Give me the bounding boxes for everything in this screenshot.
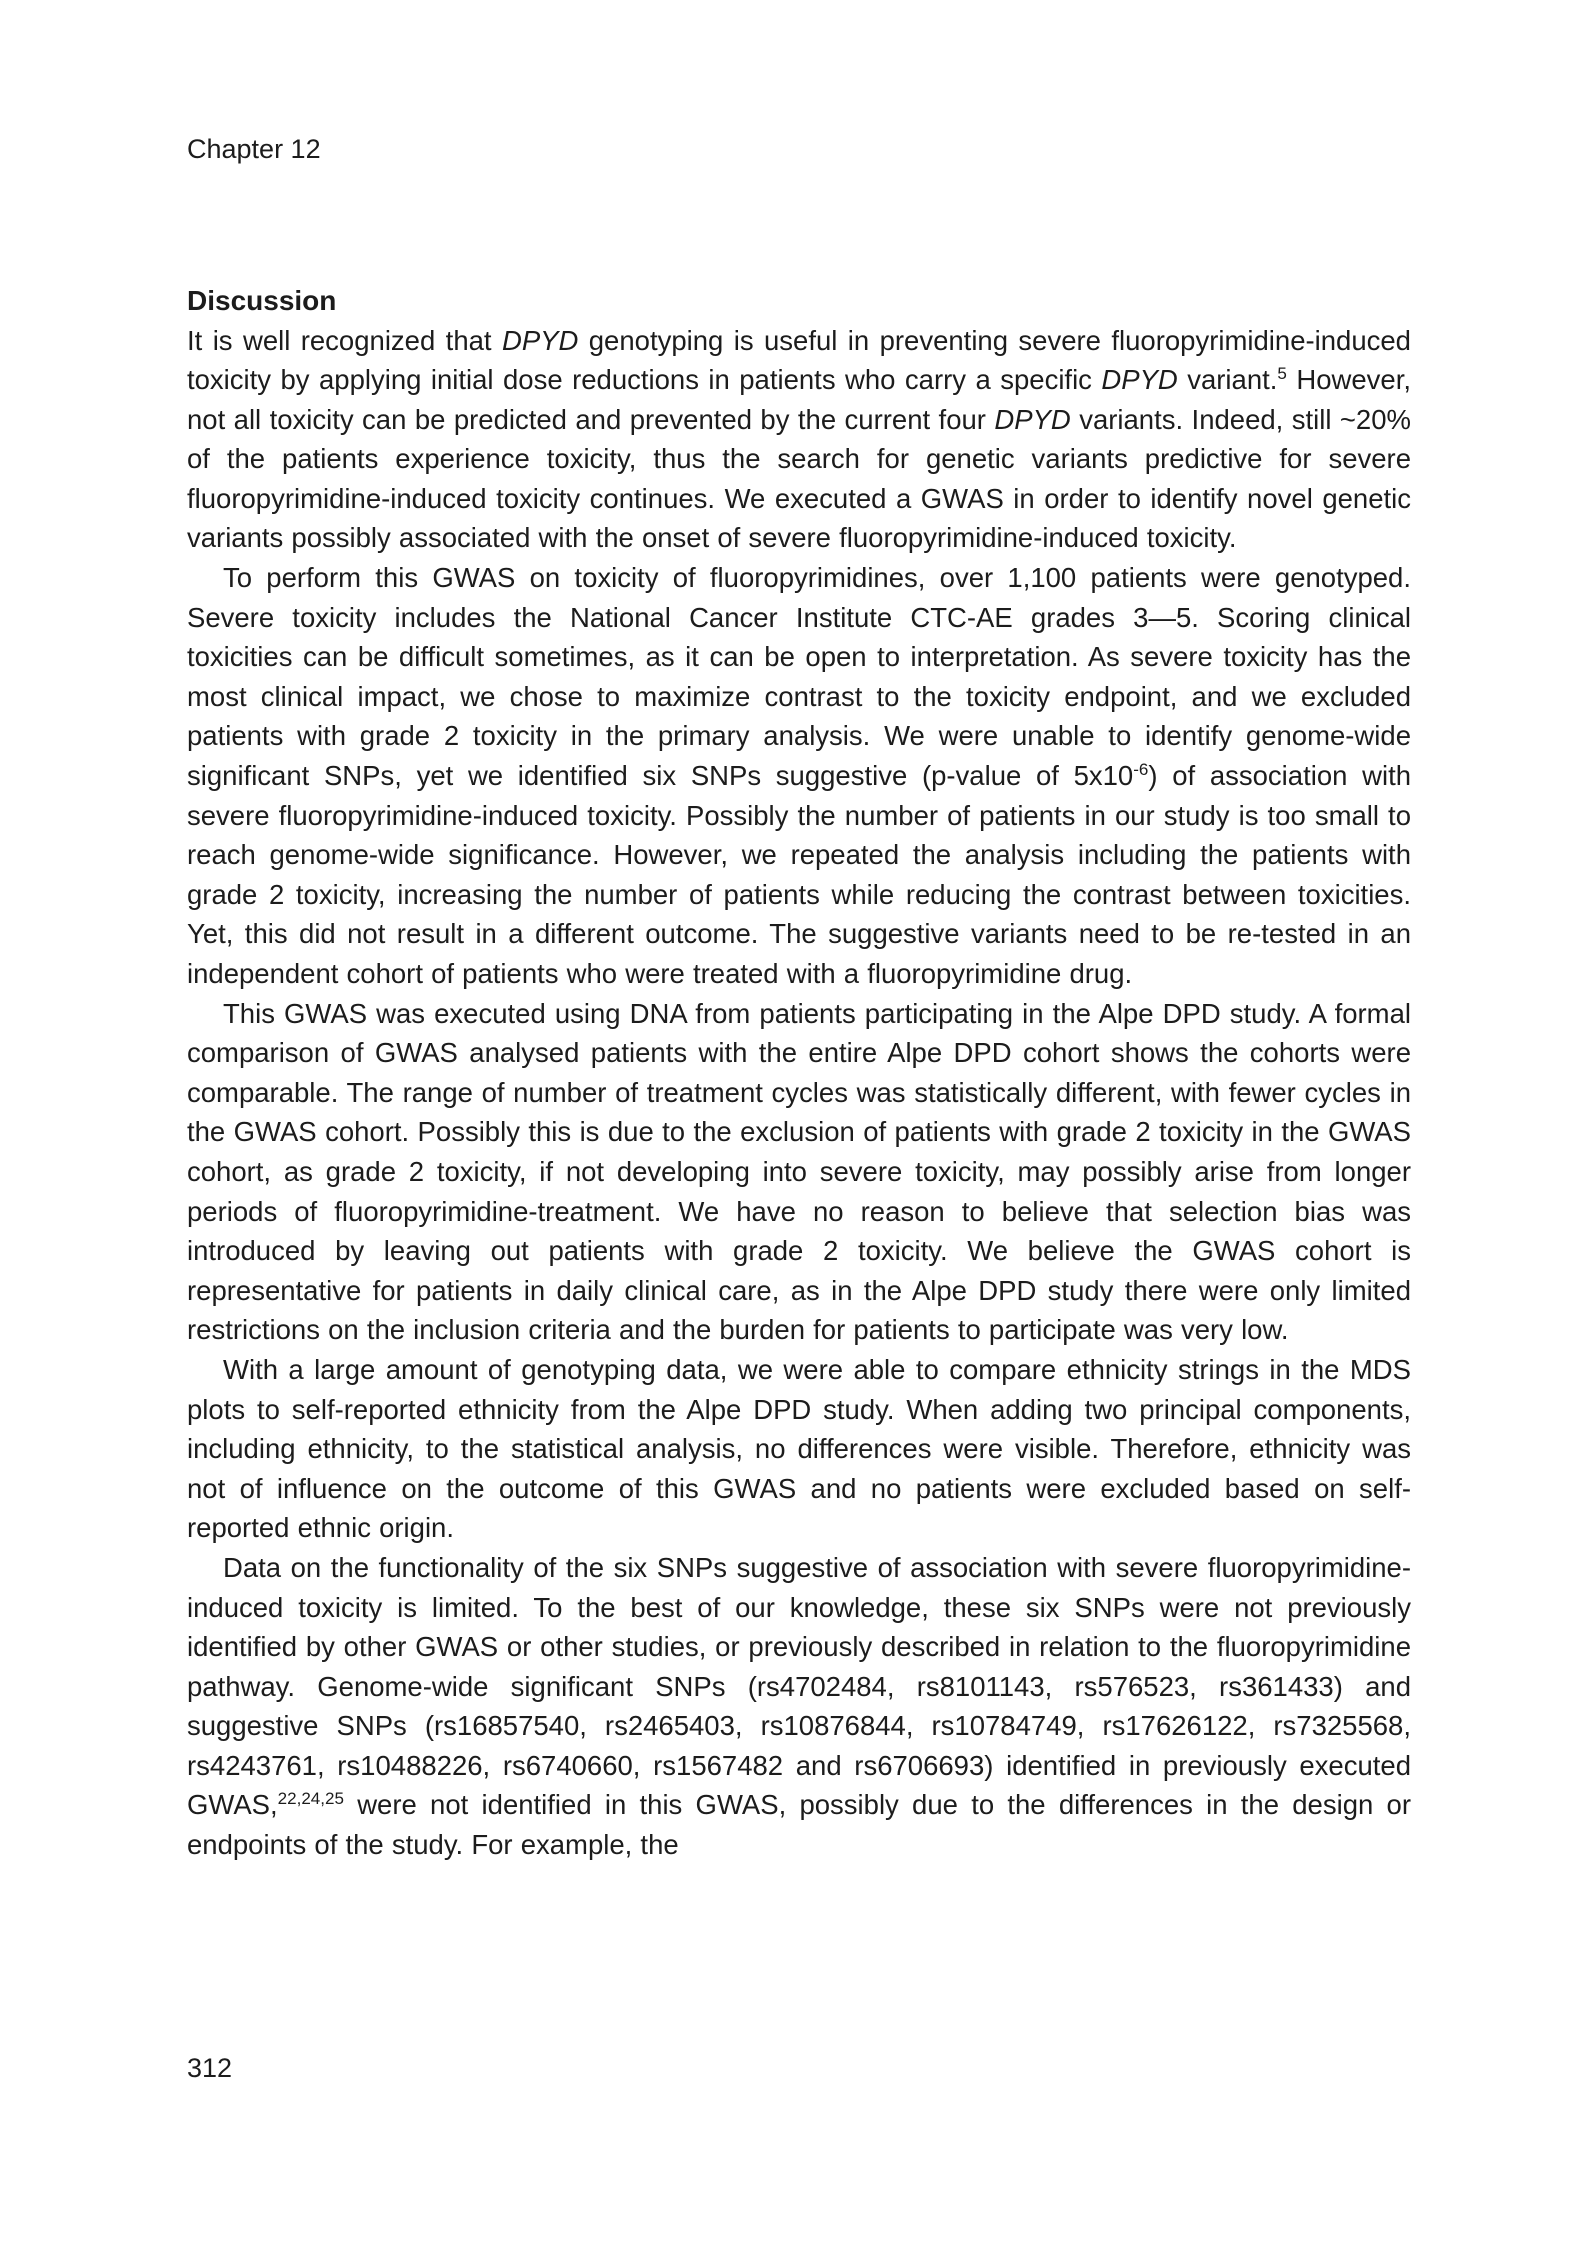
paragraph: It is well recognized that DPYD genotyping is useful in preventing severe fluoropyrimidine-induced toxicity by applying initial dose reductions in patients who carry a specific DPYD variant.$^5$ However, not all toxicity can be predicted and prevented by the current four DPYD variants. Indeed, still ~20% of the patients experience toxicity, thus the search for genetic variants predictive for severe fluoropyrimidine-induced toxicity continues. We executed a GWAS in order to identify novel genetic variants possibly associated with the onset of severe fluoropyrimidine-induced toxicity. [187,324,1411,554]
paragraph: With a large amount of genotyping data, we were able to compare ethnicity strings in the MDS plots to self-reported ethnicity from the Alpe DPD study. When adding two principal components, including ethnicity, to the statistical analysis, no differences were visible. Therefore, ethnicity was not of influence on the outcome of this GWAS and no patients were excluded based on self-reported ethnic origin. [187,1353,1411,1544]
page-content [187,281,1411,1865]
paragraph: Data on the functionality of the six SNPs suggestive of association with severe fluoropyrimidine-induced toxicity is limited. To the best of our knowledge, these six SNPs were not previously identified by other GWAS or other studies, or previously described in relation to the fluoropyrimidine pathway. Genome-wide significant SNPs (rs4702484, rs8101143, rs576523, rs361433) and suggestive SNPs (rs16857540, rs2465403, rs10876844, rs10784749, rs17626122, rs7325568, rs4243761, rs10488226, rs6740660, rs1567482 and rs6706693) identified in previously executed GWAS,$^{22,24,25}$ were not identified in this GWAS, possibly due to the differences in the design or endpoints of the study. For example, the [187,1551,1411,1861]
body-text [187,321,1411,1865]
page-number: 312 [187,2053,233,2083]
running-header: Chapter 12 [187,134,321,164]
paragraph: To perform this GWAS on toxicity of fluoropyrimidines, over 1,100 patients were genotyped. Severe toxicity includes the National Cancer Institute CTC-AE grades 3—5. Scoring clinical toxicities can be difficult sometimes, as it can be open to interpretation. As severe toxicity has the most clinical impact, we chose to maximize contrast to the toxicity endpoint, and we excluded patients with grade 2 toxicity in the primary analysis. We were unable to identify genome-wide significant SNPs, yet we identified six SNPs suggestive (p-value of $5x10^{-6}$) of association with severe fluoropyrimidine-induced toxicity. Possibly the number of patients in our study is too small to reach genome-wide significance. However, we repeated the analysis including the patients with grade 2 toxicity, increasing the number of patients while reducing the contrast between toxicities. Yet, this did not result in a different outcome. The suggestive variants need to be re-tested in an independent cohort of patients who were treated with a fluoropyrimidine drug. [187,562,1412,989]
paragraph: This GWAS was executed using DNA from patients participating in the Alpe DPD study. A formal comparison of GWAS analysed patients with the entire Alpe DPD cohort shows the cohorts were comparable. The range of number of treatment cycles was statistically different, with fewer cycles in the GWAS cohort. Possibly this is due to the exclusion of patients with grade 2 toxicity in the GWAS cohort, as grade 2 toxicity, if not developing into severe toxicity, may possibly arise from longer periods of fluoropyrimidine-treatment. We have no reason to believe that selection bias was introduced by leaving out patients with grade 2 toxicity. We believe the GWAS cohort is representative for patients in daily clinical care, as in the Alpe DPD study there were only limited restrictions on the inclusion criteria and the burden for patients to participate was very low. [187,997,1411,1346]
section-title: Discussion [187,285,337,316]
